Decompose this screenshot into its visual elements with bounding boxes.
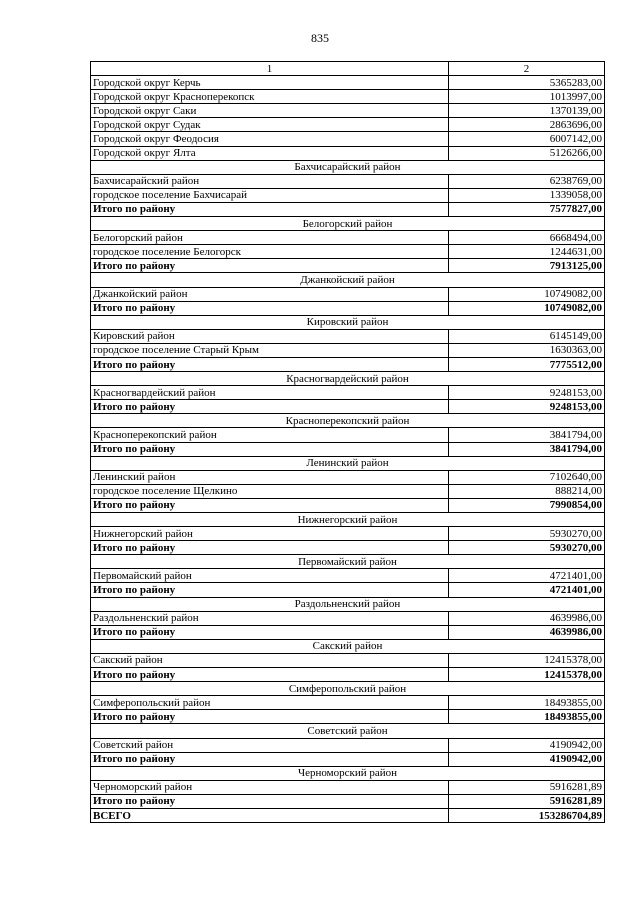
table-row <box>91 780 605 794</box>
row-name: ВСЕГО <box>91 808 449 822</box>
row-name: Городской округ Саки <box>91 104 449 118</box>
section-header-row <box>91 513 605 527</box>
row-name: Городской округ Керчь <box>91 76 449 90</box>
table-row <box>91 329 605 343</box>
row-name: Итого по району <box>91 668 449 682</box>
section-title: Раздольненский район <box>91 597 605 611</box>
section-title: Джанкойский район <box>91 273 605 287</box>
row-value: 5930270,00 <box>449 541 605 555</box>
table-row <box>91 146 605 160</box>
section-header-row <box>91 372 605 386</box>
table-row <box>91 470 605 484</box>
column-header-1: 1 <box>91 62 449 76</box>
section-title: Первомайский район <box>91 555 605 569</box>
row-value: 7990854,00 <box>449 498 605 512</box>
table-row <box>91 245 605 259</box>
table-row <box>91 118 605 132</box>
district-total-row <box>91 710 605 724</box>
row-value: 6238769,00 <box>449 174 605 188</box>
row-value: 6668494,00 <box>449 231 605 245</box>
section-header-row <box>91 639 605 653</box>
row-name: Нижнегорский район <box>91 527 449 541</box>
row-value: 12415378,00 <box>449 668 605 682</box>
district-total-row <box>91 794 605 808</box>
row-value: 18493855,00 <box>449 696 605 710</box>
section-header-row <box>91 315 605 329</box>
row-name: Ленинский район <box>91 470 449 484</box>
table-row <box>91 287 605 301</box>
grand-total-row <box>91 808 605 822</box>
row-name: Бахчисарайский район <box>91 174 449 188</box>
row-value: 9248153,00 <box>449 386 605 400</box>
row-value: 12415378,00 <box>449 653 605 667</box>
row-value: 1339058,00 <box>449 188 605 202</box>
section-title: Советский район <box>91 724 605 738</box>
section-header-row <box>91 766 605 780</box>
row-name: Первомайский район <box>91 569 449 583</box>
section-header-row <box>91 273 605 287</box>
row-name: городское поселение Бахчисарай <box>91 188 449 202</box>
table-row <box>91 611 605 625</box>
table-row <box>91 343 605 357</box>
row-name: Кировский район <box>91 329 449 343</box>
row-name: Симферопольский район <box>91 696 449 710</box>
row-value: 153286704,89 <box>449 808 605 822</box>
row-name: Итого по району <box>91 259 449 273</box>
row-name: Красногвардейский район <box>91 386 449 400</box>
row-name: Итого по району <box>91 301 449 315</box>
row-value: 3841794,00 <box>449 442 605 456</box>
row-name: Итого по району <box>91 752 449 766</box>
row-value: 1370139,00 <box>449 104 605 118</box>
table-row <box>91 90 605 104</box>
row-value: 10749082,00 <box>449 301 605 315</box>
section-header-row <box>91 456 605 470</box>
section-title: Кировский район <box>91 315 605 329</box>
table-header-row <box>91 62 605 76</box>
table-row <box>91 428 605 442</box>
section-title: Белогорский район <box>91 217 605 231</box>
district-total-row <box>91 442 605 456</box>
section-title: Красногвардейский район <box>91 372 605 386</box>
row-name: Красноперекопский район <box>91 428 449 442</box>
row-name: городское поселение Белогорск <box>91 245 449 259</box>
row-value: 7775512,00 <box>449 357 605 371</box>
row-name: Итого по району <box>91 202 449 216</box>
row-value: 5126266,00 <box>449 146 605 160</box>
row-value: 1244631,00 <box>449 245 605 259</box>
section-title: Нижнегорский район <box>91 513 605 527</box>
row-value: 10749082,00 <box>449 287 605 301</box>
row-name: Итого по району <box>91 625 449 639</box>
row-value: 5365283,00 <box>449 76 605 90</box>
column-header-2: 2 <box>449 62 605 76</box>
table-row <box>91 527 605 541</box>
row-name: Раздольненский район <box>91 611 449 625</box>
table-row <box>91 231 605 245</box>
row-name: Итого по району <box>91 541 449 555</box>
row-value: 6145149,00 <box>449 329 605 343</box>
table-row <box>91 76 605 90</box>
row-name: Белогорский район <box>91 231 449 245</box>
row-value: 7577827,00 <box>449 202 605 216</box>
table-row <box>91 174 605 188</box>
table-row <box>91 132 605 146</box>
row-name: Итого по району <box>91 357 449 371</box>
district-total-row <box>91 400 605 414</box>
section-title: Симферопольский район <box>91 682 605 696</box>
section-header-row <box>91 160 605 174</box>
row-value: 9248153,00 <box>449 400 605 414</box>
section-header-row <box>91 555 605 569</box>
table-row <box>91 188 605 202</box>
row-value: 4190942,00 <box>449 752 605 766</box>
section-title: Сакский район <box>91 639 605 653</box>
row-value: 7102640,00 <box>449 470 605 484</box>
section-header-row <box>91 597 605 611</box>
district-total-row <box>91 202 605 216</box>
row-value: 4721401,00 <box>449 583 605 597</box>
table-row <box>91 738 605 752</box>
section-title: Черноморский район <box>91 766 605 780</box>
row-value: 5916281,89 <box>449 780 605 794</box>
section-header-row <box>91 217 605 231</box>
budget-table <box>90 61 605 823</box>
row-value: 4639986,00 <box>449 625 605 639</box>
row-value: 1013997,00 <box>449 90 605 104</box>
row-name: городское поселение Старый Крым <box>91 343 449 357</box>
row-value: 18493855,00 <box>449 710 605 724</box>
row-name: Советский район <box>91 738 449 752</box>
section-title: Ленинский район <box>91 456 605 470</box>
row-name: Итого по району <box>91 498 449 512</box>
district-total-row <box>91 357 605 371</box>
row-name: Джанкойский район <box>91 287 449 301</box>
row-name: Городской округ Ялта <box>91 146 449 160</box>
row-name: Итого по району <box>91 710 449 724</box>
section-header-row <box>91 682 605 696</box>
row-value: 4639986,00 <box>449 611 605 625</box>
row-name: Сакский район <box>91 653 449 667</box>
district-total-row <box>91 752 605 766</box>
row-value: 2863696,00 <box>449 118 605 132</box>
row-name: Итого по району <box>91 442 449 456</box>
row-value: 4190942,00 <box>449 738 605 752</box>
row-value: 7913125,00 <box>449 259 605 273</box>
row-value: 6007142,00 <box>449 132 605 146</box>
table-row <box>91 696 605 710</box>
row-value: 1630363,00 <box>449 343 605 357</box>
row-value: 888214,00 <box>449 484 605 498</box>
section-header-row <box>91 414 605 428</box>
district-total-row <box>91 668 605 682</box>
row-value: 5930270,00 <box>449 527 605 541</box>
row-name: Городской округ Красноперекопск <box>91 90 449 104</box>
district-total-row <box>91 301 605 315</box>
page-number: 835 <box>311 31 329 45</box>
district-total-row <box>91 625 605 639</box>
row-name: Черноморский район <box>91 780 449 794</box>
district-total-row <box>91 541 605 555</box>
row-name: городское поселение Щелкино <box>91 484 449 498</box>
section-title: Бахчисарайский район <box>91 160 605 174</box>
table-row <box>91 569 605 583</box>
row-value: 4721401,00 <box>449 569 605 583</box>
row-name: Городской округ Судак <box>91 118 449 132</box>
row-value: 3841794,00 <box>449 428 605 442</box>
row-name: Итого по району <box>91 794 449 808</box>
section-title: Красноперекопский район <box>91 414 605 428</box>
table-body <box>91 76 605 823</box>
table-row <box>91 386 605 400</box>
row-name: Городской округ Феодосия <box>91 132 449 146</box>
row-name: Итого по району <box>91 400 449 414</box>
row-value: 5916281,89 <box>449 794 605 808</box>
table-row <box>91 653 605 667</box>
district-total-row <box>91 259 605 273</box>
row-name: Итого по району <box>91 583 449 597</box>
district-total-row <box>91 583 605 597</box>
district-total-row <box>91 498 605 512</box>
section-header-row <box>91 724 605 738</box>
table-row <box>91 484 605 498</box>
table-row <box>91 104 605 118</box>
